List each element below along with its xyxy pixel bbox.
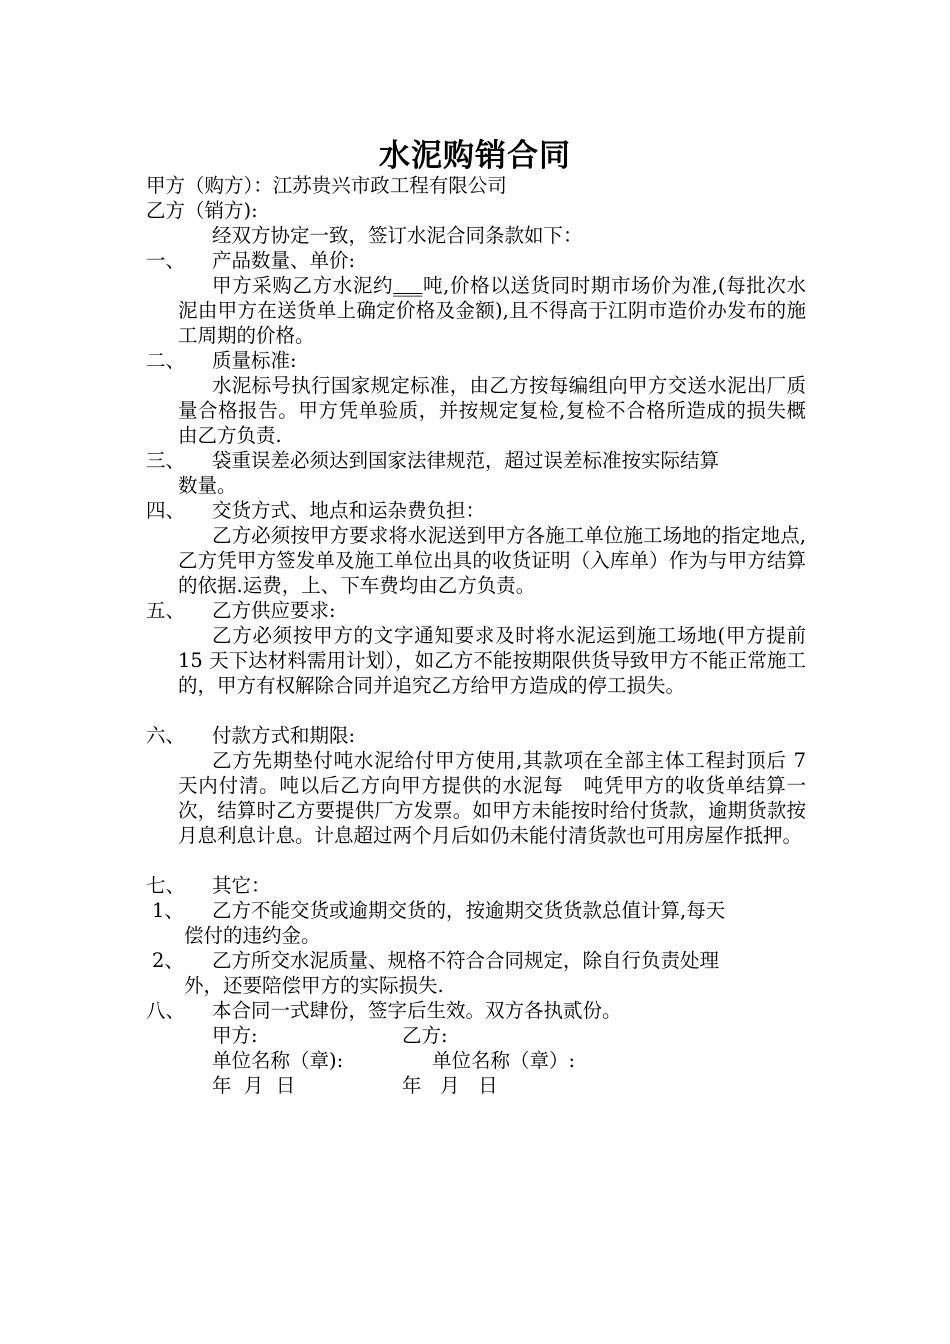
section-7-number: 七、 [146,874,186,897]
sign-party-a-unit: 单位名称（章): [212,1049,344,1072]
section-6-heading: 付款方式和期限: [212,724,356,747]
section-2-number: 二、 [146,349,186,372]
section-4-number: 四、 [146,499,186,522]
item-2-number: 2、 [152,949,184,972]
section-1-body-b: 吨,价格以送货同时期市场价为准,(每批次水泥由甲方在送货单上确定价格及金额),且不得高于江阴市造价办发布的施工周期的价格。 [178,274,806,347]
intro-line: 经双方协定一致，签订水泥合同条款如下： [212,224,583,247]
item-2-text: 乙方所交水泥质量、规格不符合合同规定，除自行负责处理 [212,949,720,972]
sign-party-b-date: 年 月 日 [402,1074,498,1097]
sign-party-b-unit: 单位名称（章）: [432,1049,576,1072]
item-1-tail: 偿付的违约金。 [184,924,321,947]
sign-party-a-label: 甲方: [212,1024,258,1047]
section-5-heading: 乙方供应要求: [212,599,336,622]
document-title: 水泥购销合同 [379,138,571,174]
section-3-heading: 袋重误差必须达到国家法律规范，超过误差标准按实际结算 [212,449,720,472]
section-5-body: 乙方必须按甲方的文字通知要求及时将水泥运到施工场地(甲方提前 15 天下达材料需用计划），如乙方不能按期限供货导致甲方不能正常施工的，甲方有权解除合同并追究乙方给甲方造成的停工损失。 [178,624,806,697]
section-3-tail: 数量。 [178,474,237,497]
item-2-tail: 外，还要陪偿甲方的实际损失. [184,974,444,997]
section-2-heading: 质量标准: [212,349,297,372]
section-2-body: 水泥标号执行国家规定标准，由乙方按每编组向甲方交送水泥出厂质量合格报告。甲方凭单验质，并按规定复检,复检不合格所造成的损失概由乙方负责. [178,374,806,447]
section-8-text: 本合同一式肆份，签字后生效。双方各执贰份。 [212,999,622,1022]
section-1-body-a: 甲方采购乙方水泥约 [212,274,394,297]
party-a-line: 甲方（购方）：江苏贵兴市政工程有限公司 [146,174,507,197]
section-8-number: 八、 [146,999,186,1022]
sign-party-a-date: 年 月 日 [212,1074,296,1097]
sign-party-b-label: 乙方: [402,1024,448,1047]
section-1-body [178,273,806,348]
section-6-number: 六、 [146,724,186,747]
section-4-body: 乙方必须按甲方要求将水泥送到甲方各施工单位施工场地的指定地点,乙方凭甲方签发单及施工单位出具的收货证明（入库单）作为与甲方结算的依据.运费，上、下车费均由乙方负责。 [178,524,806,597]
section-1-number: 一、 [146,249,186,272]
section-1-heading: 产品数量、单价: [212,249,356,272]
item-1-text: 乙方不能交货或逾期交货的，按逾期交货货款总值计算,每天 [212,899,726,922]
section-4-heading: 交货方式、地点和运杂费负担： [212,499,486,522]
item-1-number: 1、 [152,899,184,922]
section-7-heading: 其它： [212,874,271,897]
party-b-line: 乙方（销方): [146,199,258,222]
quantity-blank: ___ [393,274,423,297]
section-5-number: 五、 [146,599,186,622]
section-3-number: 三、 [146,449,186,472]
section-6-body: 乙方先期垫付吨水泥给付甲方使用,其款项在全部主体工程封顶后 7 天内付清。吨以后乙方向甲方提供的水泥每 吨凭甲方的收货单结算一次，结算时乙方要提供厂方发票。如甲方未能按时给付货款，逾期货款按月息利息计息。计息超过两个月后如仍未能付清货款也可用房屋作抵押。 [178,749,806,847]
